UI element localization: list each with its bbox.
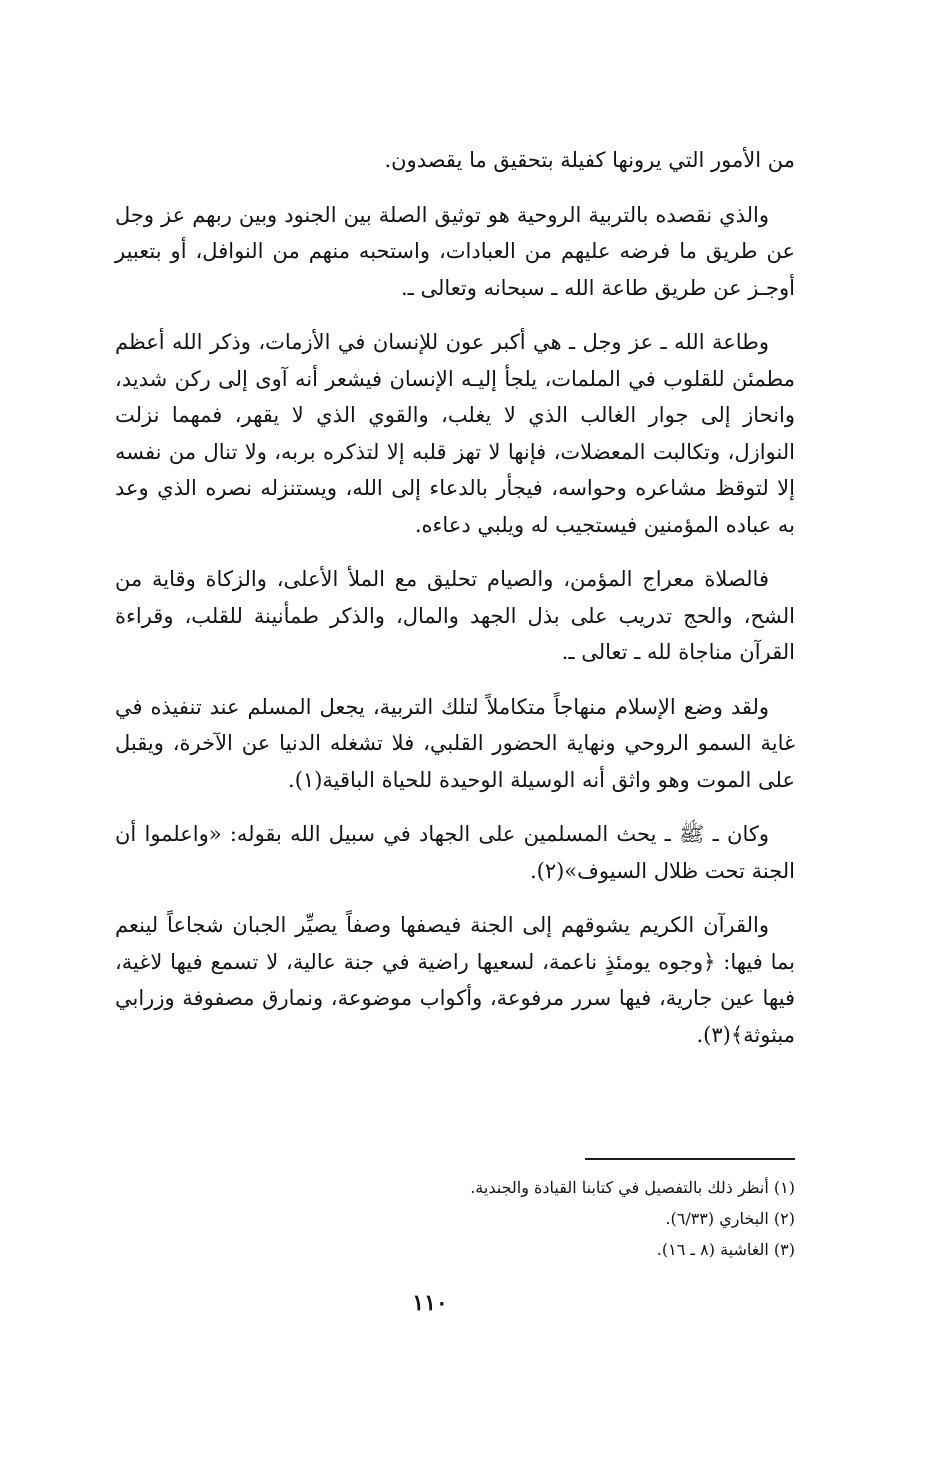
footnote: (١) أنظر ذلك بالتفصيل في كتابنا القيادة والجندية. xyxy=(470,1178,795,1197)
paragraph: والذي نقصده بالتربية الروحية هو توثيق الصلة بين الجنود وبين ربهم عز وجل عن طريق ما فرضه عليهم من العبادات، واستحبه منهم من النوافل، أو بتعبير أوجـز عن طريق طاعة الله ـ سبحانه وتعالى ـ. xyxy=(115,202,795,300)
paragraph: من الأمور التي يرونها كفيلة بتحقيق ما يقصدون. xyxy=(384,148,795,172)
paragraph: وطاعة الله ـ عز وجل ـ هي أكبر عون للإنسان في الأزمات، وذكر الله أعظم مطمئن للقلوب في الملمات، يلجأ إليـه الإنسان فيشعر أنه آوى إلى ركن شديد، وانحاز إلى جوار الغالب الذي لا يغلب، والقوي الذي لا يقهر، فمهما نزلت النوازل، وتكالبت المعضلات، فإنها لا تهز قلبه إلا لتذكره بربه، ولا تنال من نفسه إلا لتوقظ مشاعره وحواسه، فيجأر بالدعاء إلى الله، ويستنزله نصره الذي وعد به عباده المؤمنين فيستجيب له ويلبي دعاءه. xyxy=(115,330,795,537)
paragraph: والقرآن الكريم يشوقهم إلى الجنة فيصفها وصفاً يصيِّر الجبان شجاعاً لينعم بما فيها: ﴿وجوه يومئذٍ ناعمة، لسعيها راضية في جنة عالية، لا تسمع فيها لاغية، فيها عين جارية، فيها سرر مرفوعة، وأكواب موضوعة، ونمارق مصفوفة وزرابي مبثوثة﴾(٣). xyxy=(115,913,795,1047)
footnotes xyxy=(300,1172,795,1265)
main-text xyxy=(115,142,795,1071)
paragraph: ولقد وضع الإسلام منهاجاً متكاملاً لتلك التربية، يجعل المسلم عند تنفيذه في غاية السمو الروحي ونهاية الحضور القلبي، فلا تشغله الدنيا عن الآخرة، ويقبل على الموت وهو واثق أنه الوسيلة الوحيدة للحياة الباقية(١). xyxy=(115,694,795,792)
paragraph: وكان ـ ﷺ ـ يحث المسلمين على الجهاد في سبيل الله بقوله: «واعلموا أن الجنة تحت ظلال السيوف»(٢). xyxy=(115,822,795,883)
footnote: (٣) الغاشية (٨ ـ ١٦). xyxy=(656,1240,795,1259)
footnote-divider xyxy=(585,1158,795,1160)
page-number: ١١٠ xyxy=(412,1290,448,1316)
paragraph: فالصلاة معراج المؤمن، والصيام تحليق مع الملأ الأعلى، والزكاة وقاية من الشح، والحج تدريب على بذل الجهد والمال، والذكر طمأنينة للقلب، وقراءة القرآن مناجاة لله ـ تعالى ـ. xyxy=(115,567,795,664)
footnote: (٢) البخاري (٦/٣٣). xyxy=(665,1209,795,1228)
